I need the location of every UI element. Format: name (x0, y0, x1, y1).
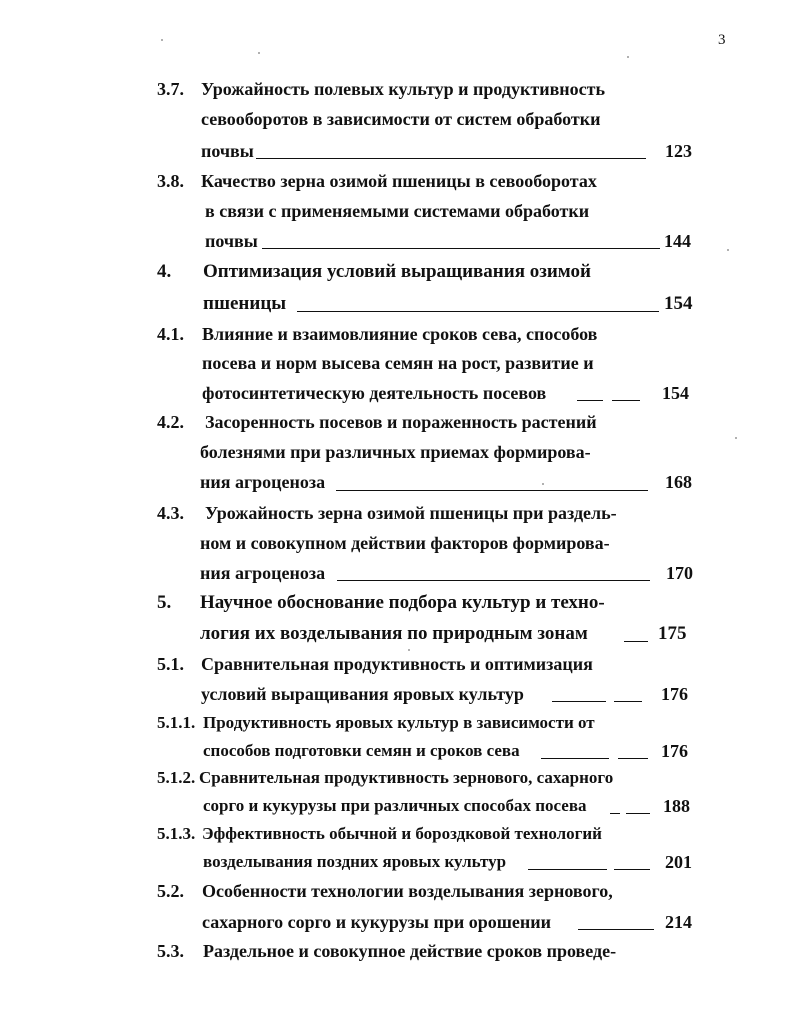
entry-title-line: почвы (205, 231, 258, 251)
entry-title-line: в связи с применяемыми системами обработки (205, 201, 590, 221)
leader-line (578, 929, 654, 930)
leader-line (577, 400, 603, 401)
entry-page: 188 (663, 796, 690, 816)
entry-number: 4.3. (157, 503, 184, 523)
scan-speck (258, 52, 260, 54)
entry-title-line: пшеницы (203, 293, 287, 314)
entry-number: 5.3. (157, 941, 184, 961)
entry-number: 5. (157, 592, 172, 613)
entry-title-line: Особенности технологии возделывания зернового, (202, 881, 613, 901)
entry-title-line: болезнями при различных приемах формирова- (200, 442, 591, 462)
entry-title-line: способов подготовки семян и сроков сева (203, 741, 520, 760)
leader-line (618, 758, 648, 759)
leader-line (552, 701, 606, 702)
entry-title-line: ном и совокупном действии факторов формирова- (200, 533, 610, 553)
leader-line (610, 813, 620, 814)
scan-speck (627, 56, 629, 58)
entry-page: 170 (666, 563, 693, 583)
leader-line (614, 869, 650, 870)
leader-line (612, 400, 640, 401)
entry-title-line: Оптимизация условий выращивания озимой (203, 261, 591, 282)
entry-number: 4.1. (157, 324, 184, 344)
entry-number: 5.1.3. (157, 824, 196, 843)
entry-title-line: Урожайность зерна озимой пшеницы при раздель- (205, 503, 617, 523)
page-number: 3 (718, 32, 726, 48)
entry-number: 5.2. (157, 881, 184, 901)
entry-title-line: почвы (201, 141, 254, 161)
leader-line (336, 490, 648, 491)
entry-title-line: логия их возделывания по природным зонам (200, 623, 588, 644)
leader-line (626, 813, 650, 814)
entry-page: 175 (658, 623, 687, 644)
entry-title-line: условий выращивания яровых культур (201, 684, 524, 704)
entry-number: 4.2. (157, 412, 184, 432)
entry-page: 214 (665, 912, 692, 932)
entry-title-line: сорго и кукурузы при различных способах посева (203, 796, 587, 815)
leader-line (297, 311, 659, 312)
entry-page: 144 (664, 231, 691, 251)
scan-speck (161, 39, 163, 41)
entry-title-line: Раздельное и совокупное действие сроков проведе- (203, 941, 617, 961)
leader-line (256, 158, 646, 159)
entry-title-line: Продуктивность яровых культур в зависимости от (203, 713, 595, 732)
entry-title-line: посева и норм высева семян на рост, развитие и (202, 353, 594, 373)
scan-speck (727, 249, 729, 251)
entry-title-line: сахарного сорго и кукурузы при орошении (202, 912, 552, 932)
entry-number: 5.1.2. (157, 768, 196, 787)
entry-title-line: ния агроценоза (200, 563, 326, 583)
entry-title-line: Засоренность посевов и пораженность растений (205, 412, 597, 432)
leader-line (614, 701, 642, 702)
entry-title-line: возделывания поздних яровых культур (203, 852, 507, 871)
entry-title-line: Сравнительная продуктивность зернового, сахарного (199, 768, 614, 787)
entry-number: 3.7. (157, 79, 184, 99)
scan-speck (542, 483, 544, 485)
entry-page: 154 (662, 383, 689, 403)
leader-line (262, 248, 660, 249)
leader-line (624, 641, 648, 642)
entry-page: 176 (661, 684, 688, 704)
entry-title-line: севооборотов в зависимости от систем обработки (201, 109, 601, 129)
leader-line (541, 758, 609, 759)
entry-title-line: ния агроценоза (200, 472, 326, 492)
scan-speck (735, 437, 737, 439)
entry-number: 5.1.1. (157, 713, 196, 732)
entry-title-line: Качество зерна озимой пшеницы в севооборотах (201, 171, 597, 191)
entry-title-line: Сравнительная продуктивность и оптимизация (201, 654, 593, 674)
entry-page: 154 (664, 293, 693, 314)
entry-page: 176 (661, 741, 688, 761)
entry-title-line: Влияние и взаимовлияние сроков сева, способов (202, 324, 598, 344)
leader-line (337, 580, 650, 581)
entry-page: 123 (665, 141, 692, 161)
entry-number: 5.1. (157, 654, 184, 674)
entry-title-line: Урожайность полевых культур и продуктивность (201, 79, 606, 99)
leader-line (528, 869, 607, 870)
entry-title-line: Научное обоснование подбора культур и техно- (200, 592, 605, 613)
entry-number: 4. (157, 261, 172, 282)
scan-speck (408, 649, 410, 651)
entry-page: 168 (665, 472, 692, 492)
entry-number: 3.8. (157, 171, 184, 191)
entry-title-line: фотосинтетическую деятельность посевов (202, 383, 547, 403)
entry-page: 201 (665, 852, 692, 872)
entry-title-line: Эффективность обычной и бороздковой технологий (202, 824, 602, 843)
